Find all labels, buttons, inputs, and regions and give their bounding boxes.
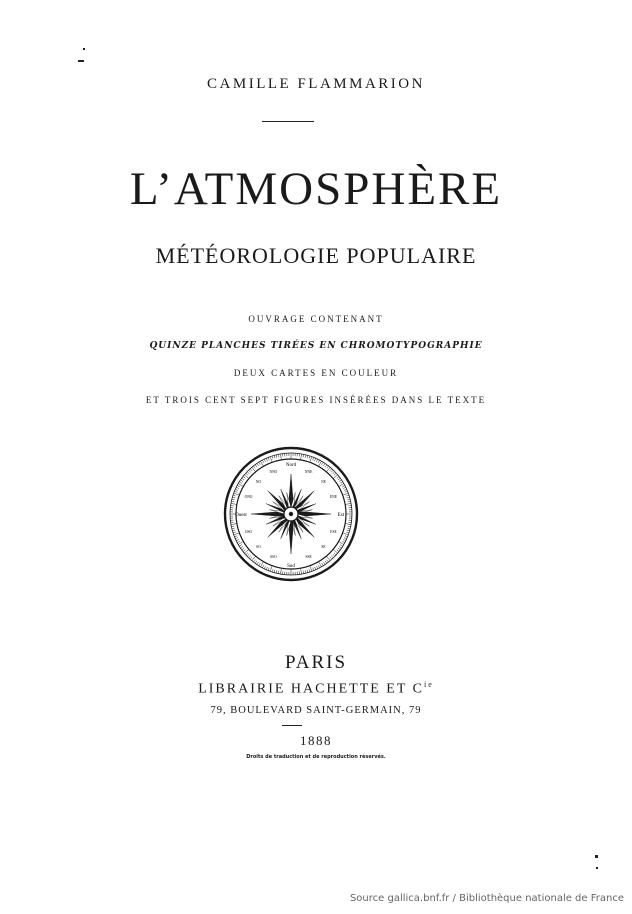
- compass-tick: [243, 550, 245, 552]
- contents-line: DEUX CARTES EN COULEUR: [233, 368, 399, 378]
- compass-tick: [315, 458, 316, 461]
- compass-tick: [255, 561, 257, 563]
- scan-mark: [596, 867, 598, 869]
- publication-place: PARIS: [284, 652, 348, 673]
- compass-tick: [257, 463, 259, 465]
- compass-tick: [276, 570, 277, 573]
- compass-point-label: ESE: [330, 530, 337, 535]
- divider-rule: [282, 725, 302, 726]
- compass-tick: [253, 466, 255, 468]
- compass-tick: [339, 542, 344, 545]
- compass-tick: [339, 484, 344, 487]
- compass-tick: [309, 456, 310, 459]
- publisher-name: [0, 680, 632, 698]
- compass-tick: [261, 562, 264, 567]
- compass-tick: [307, 570, 308, 573]
- compass-tick: [235, 489, 238, 490]
- compass-tick: [247, 472, 249, 474]
- compass-tick: [305, 455, 306, 458]
- publisher-suffix: ie: [424, 680, 434, 689]
- compass-tick: [274, 570, 275, 573]
- compass-tick: [346, 503, 351, 504]
- compass-tick: [322, 563, 324, 566]
- compass-label-east: Est: [337, 513, 345, 518]
- compass-tick: [323, 562, 325, 564]
- compass-tick: [346, 495, 349, 496]
- compass-point-label: ENE: [329, 494, 337, 499]
- compass-tick: [250, 557, 252, 559]
- compass-tick: [246, 553, 248, 555]
- compass-tick: [325, 561, 327, 563]
- publisher-address: 79, BOULEVARD SAINT-GERMAIN, 79: [210, 705, 422, 716]
- compass-tick: [339, 480, 341, 482]
- divider-rule: [262, 121, 314, 122]
- compass-tick: [347, 530, 350, 531]
- compass-tick: [334, 473, 336, 475]
- compass-rose-illustration: [223, 446, 359, 582]
- compass-point-label: SE: [321, 545, 326, 550]
- compass-tick: [342, 541, 345, 542]
- compass-tick: [268, 457, 269, 460]
- compass-tick: [343, 533, 348, 535]
- compass-tick: [266, 458, 267, 461]
- compass-tick: [347, 499, 350, 500]
- compass-tick: [331, 556, 333, 558]
- compass-tick: [347, 497, 350, 498]
- scan-mark: [595, 855, 598, 858]
- author-name: CAMILLE FLAMMARION: [207, 76, 425, 92]
- compass-tick: [236, 539, 239, 540]
- compass-tick: [233, 495, 236, 496]
- compass-tick: [340, 482, 343, 484]
- compass-tick: [242, 478, 244, 480]
- compass-tick: [333, 554, 335, 556]
- compass-tick: [333, 472, 335, 474]
- compass-tick: [262, 460, 263, 463]
- compass-tick: [232, 497, 235, 498]
- compass-tick: [331, 470, 333, 472]
- compass-tick: [250, 469, 252, 471]
- compass-tick: [278, 454, 279, 457]
- compass-tick: [266, 567, 267, 570]
- contents-line: QUINZE PLANCHES TIRÉES EN CHROMOTYPOGRAPHIE: [149, 341, 483, 351]
- compass-tick: [343, 539, 346, 540]
- compass-tick: [259, 462, 261, 465]
- compass-tick: [231, 524, 236, 525]
- compass-tick: [346, 532, 349, 533]
- compass-tick: [301, 454, 302, 459]
- compass-tick: [344, 538, 347, 539]
- contents-line: OUVRAGE CONTENANT: [248, 314, 384, 324]
- compass-tick: [343, 487, 346, 488]
- compass-tick: [337, 550, 339, 552]
- compass-tick: [240, 480, 242, 482]
- compass-tick: [247, 554, 249, 556]
- compass-tick: [316, 566, 317, 569]
- compass-tick: [237, 485, 240, 486]
- compass-tick: [316, 459, 317, 462]
- compass-tick: [231, 501, 234, 502]
- compass-tick: [238, 542, 243, 545]
- compass-tick: [232, 499, 235, 500]
- compass-tick: [237, 541, 240, 542]
- compass-tick: [310, 566, 312, 571]
- compass-point-label: SO: [256, 545, 261, 550]
- compass-tick: [343, 493, 348, 495]
- compass-point-label: ONO: [244, 494, 253, 499]
- compass-tick: [307, 455, 308, 458]
- scan-mark: [78, 60, 84, 62]
- compass-tick: [301, 569, 302, 574]
- compass-tick: [330, 469, 332, 471]
- compass-tick: [246, 473, 248, 475]
- compass-point-label: SSE: [305, 554, 312, 559]
- compass-tick: [234, 491, 237, 492]
- compass-tick: [339, 546, 341, 548]
- compass-tick: [235, 538, 238, 539]
- compass-tick: [232, 530, 235, 531]
- compass-tick: [259, 563, 261, 566]
- contents-line: ET TROIS CENT SEPT FIGURES INSÉRÉES DANS LE TEXTE: [145, 395, 487, 405]
- compass-tick: [233, 532, 236, 533]
- compass-tick: [234, 533, 239, 535]
- compass-tick: [327, 466, 329, 468]
- compass-tick: [346, 524, 351, 525]
- compass-point-label: NNE: [304, 470, 313, 475]
- compass-tick: [239, 482, 242, 484]
- compass-tick: [270, 566, 272, 571]
- compass-tick: [234, 493, 239, 495]
- compass-tick: [303, 454, 304, 457]
- compass-tick: [318, 460, 319, 463]
- compass-tick: [264, 459, 265, 462]
- compass-tick: [322, 462, 324, 465]
- compass-tick: [318, 565, 319, 568]
- compass-tick: [249, 470, 251, 472]
- compass-label-north: Nord: [285, 463, 297, 468]
- compass-tick: [330, 557, 332, 559]
- compass-tick: [337, 476, 339, 478]
- compass-tick: [232, 528, 235, 529]
- compass-tick: [309, 569, 310, 572]
- compass-tick: [327, 560, 329, 562]
- source-credit: Source gallica.bnf.fr / Bibliothèque nationale de France: [349, 893, 624, 904]
- compass-point-label: NNO: [269, 470, 278, 475]
- compass-tick: [280, 569, 281, 574]
- compass-tick: [334, 553, 336, 555]
- compass-tick: [319, 562, 322, 567]
- compass-tick: [268, 568, 269, 571]
- compass-tick: [261, 461, 264, 466]
- compass-tick: [345, 491, 348, 492]
- compass-point-label: NE: [321, 479, 326, 484]
- compass-tick: [253, 560, 255, 562]
- compass-tick: [323, 463, 325, 465]
- compass-tick: [239, 545, 242, 547]
- compass-tick: [238, 484, 243, 487]
- book-subtitle: MÉTÉOROLOGIE POPULAIRE: [155, 243, 477, 268]
- compass-tick: [313, 568, 314, 571]
- compass-label-south: Sud: [287, 564, 295, 569]
- compass-tick: [305, 570, 306, 573]
- compass-tick: [272, 569, 273, 572]
- compass-tick: [347, 528, 350, 529]
- compass-tick: [325, 465, 327, 467]
- compass-tick: [276, 455, 277, 458]
- compass-tick: [274, 455, 275, 458]
- compass-tick: [240, 546, 242, 548]
- compass-point-label: NO: [255, 479, 262, 484]
- compass-tick: [234, 536, 237, 537]
- compass-tick: [342, 485, 345, 486]
- compass-tick: [280, 454, 281, 459]
- rights-notice: Droits de traduction et de reproduction réservés.: [246, 754, 386, 760]
- compass-tick: [303, 571, 304, 574]
- compass-tick: [231, 503, 236, 504]
- compass-tick: [264, 566, 265, 569]
- compass-tick: [262, 565, 263, 568]
- compass-tick: [242, 548, 244, 550]
- compass-tick: [255, 465, 257, 467]
- compass-center-dot: [289, 512, 293, 516]
- compass-tick: [270, 457, 272, 462]
- compass-tick: [315, 567, 316, 570]
- publisher-text: LIBRAIRIE HACHETTE ET C: [198, 681, 424, 697]
- compass-tick: [236, 487, 239, 488]
- compass-tick: [345, 536, 348, 537]
- compass-tick: [344, 489, 347, 490]
- compass-tick: [338, 548, 340, 550]
- compass-tick: [319, 461, 322, 466]
- compass-tick: [338, 478, 340, 480]
- compass-tick: [340, 545, 343, 547]
- publication-year: 1888: [300, 733, 332, 748]
- book-title: L’ATMOSPHÈRE: [129, 163, 503, 215]
- compass-tick: [278, 571, 279, 574]
- compass-tick: [257, 562, 259, 564]
- compass-point-label: SSO: [270, 554, 277, 559]
- compass-tick: [272, 456, 273, 459]
- compass-tick: [313, 457, 314, 460]
- scan-mark: [83, 48, 85, 50]
- compass-tick: [231, 526, 234, 527]
- compass-point-label: OSO: [244, 530, 253, 535]
- compass-label-west: Ouest: [235, 513, 247, 518]
- compass-tick: [348, 526, 351, 527]
- compass-tick: [310, 457, 312, 462]
- compass-tick: [348, 501, 351, 502]
- compass-tick: [249, 556, 251, 558]
- compass-tick: [243, 476, 245, 478]
